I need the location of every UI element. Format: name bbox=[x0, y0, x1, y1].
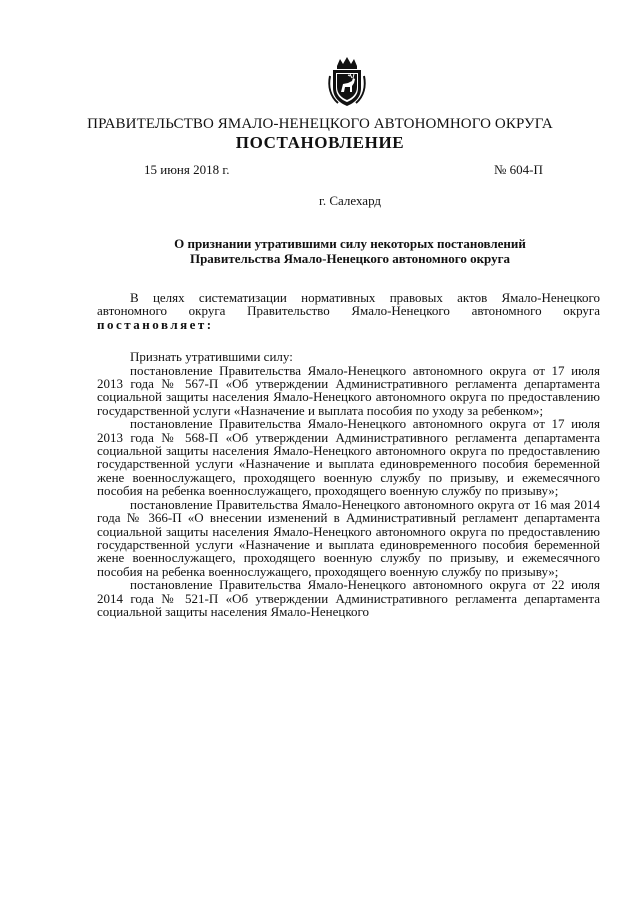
document-title bbox=[100, 236, 600, 266]
list-item: постановление Правительства Ямало-Ненецкого автономного округа от 22 июля 2014 года № 521-П «Об утверждении Административного регламента департамента социальной защиты населения Ямало-Ненецкого bbox=[97, 577, 600, 619]
document-body bbox=[97, 291, 600, 618]
document-type: ПОСТАНОВЛЕНИЕ bbox=[235, 133, 405, 152]
intro-paragraph: Признать утратившими силу: bbox=[130, 349, 293, 365]
preamble-paragraph bbox=[97, 291, 600, 331]
preamble-text: В целях систематизации нормативных правовых актов Ямало-Ненецкого автономного округа Правительство Ямало-Ненецкого автономного округа bbox=[97, 290, 600, 319]
document-city: г. Салехард bbox=[318, 193, 382, 208]
document-number: № 604-П bbox=[494, 162, 543, 177]
coat-of-arms-emblem-icon bbox=[326, 56, 368, 108]
list-item: постановление Правительства Ямало-Ненецкого автономного округа от 16 мая 2014 года № 366-П «О внесении изменений в Административный регламент департамента социальной защиты населения Ямало-Ненецкого автономного округа по предоставлению государственной услуги «Назначение и выплата единовременного пособия беременной жене военнослужащего, проходящего военную службу по призыву, и ежемесячного пособия на ребенка военнослужащего, проходящего военную службу по призыву»; bbox=[97, 496, 600, 579]
list-item: постановление Правительства Ямало-Ненецкого автономного округа от 17 июля 2013 года № 567-П «Об утверждении Административного регламента департамента социальной защиты населения Ямало-Ненецкого автономного округа по предоставлению государственной услуги «Назначение и выплата пособия по уходу за ребенком»; bbox=[97, 362, 600, 418]
title-line-2: Правительства Ямало-Ненецкого автономного округа bbox=[189, 251, 511, 266]
document-date: 15 июня 2018 г. bbox=[144, 162, 230, 177]
list-item: постановление Правительства Ямало-Ненецкого автономного округа от 17 июля 2013 года № 568-П «Об утверждении Административного регламента департамента социальной защиты населения Ямало-Ненецкого автономного округа по предоставлению государственной услуги «Назначение и выплата единовременного пособия беременной жене военнослужащего, проходящего военную службу по призыву, и ежемесячного пособия на ребенка военнослужащего, проходящего военную службу по призыву»; bbox=[97, 416, 600, 499]
government-name: ПРАВИТЕЛЬСТВО ЯМАЛО-НЕНЕЦКОГО АВТОНОМНОГО ОКРУГА bbox=[87, 116, 553, 132]
resolves-word: постановляет: bbox=[97, 316, 214, 332]
title-line-1: О признании утратившими силу некоторых постановлений bbox=[174, 236, 526, 251]
